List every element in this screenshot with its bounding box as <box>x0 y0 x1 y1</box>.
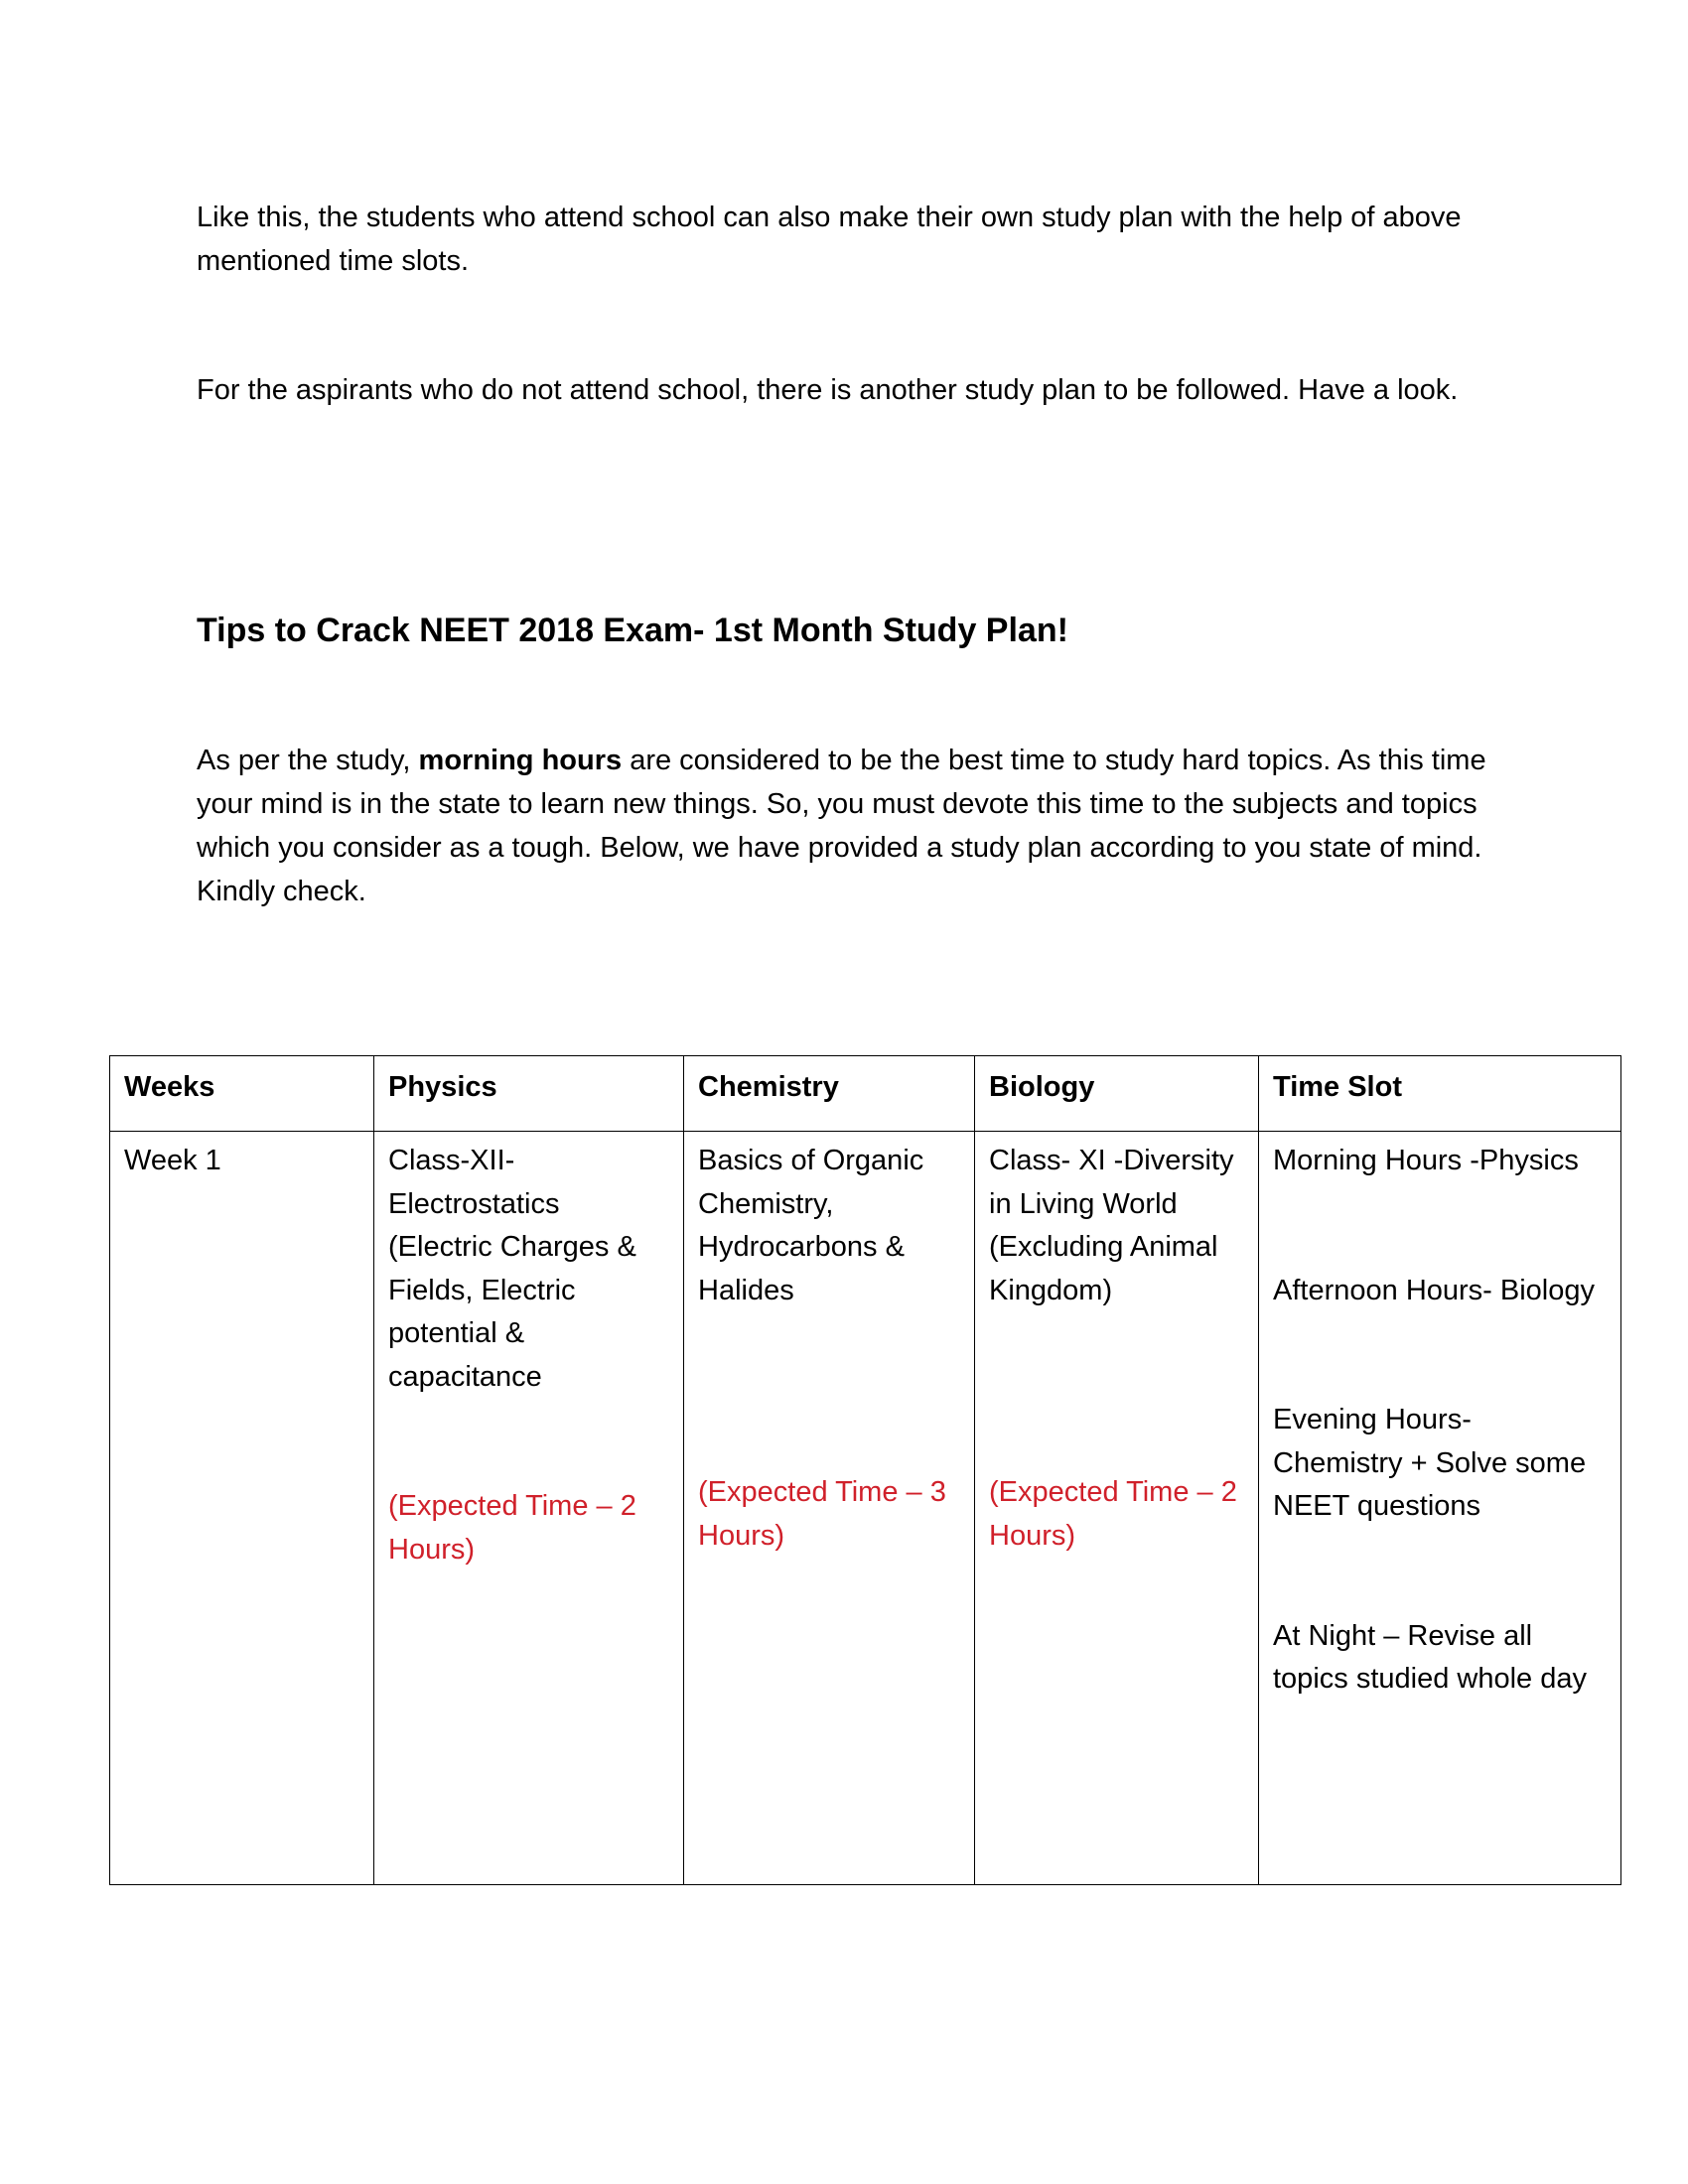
header-weeks: Weeks <box>110 1056 374 1132</box>
physics-topic: Class-XII- Electrostatics (Electric Charges & Fields, Electric potential & capacitance <box>388 1145 636 1393</box>
advice-text-start: As per the study, <box>197 745 419 776</box>
section-heading: Tips to Crack NEET 2018 Exam- 1st Month Study Plan! <box>197 612 1068 649</box>
cell-chemistry <box>684 1132 975 1885</box>
time-slot-night: At Night – Revise all topics studied whole day <box>1273 1619 1587 1695</box>
time-slot-morning: Morning Hours -Physics <box>1273 1145 1579 1176</box>
advice-bold-phrase: morning hours <box>418 745 623 776</box>
header-time-slot: Time Slot <box>1259 1056 1621 1132</box>
header-biology: Biology <box>975 1056 1259 1132</box>
time-slot-evening: Evening Hours- Chemistry + Solve some NEET questions <box>1273 1404 1587 1522</box>
cell-biology <box>975 1132 1259 1885</box>
biology-expected-time: (Expected Time – 2 Hours) <box>989 1476 1237 1552</box>
advice-paragraph <box>197 739 1487 913</box>
cell-week: Week 1 <box>110 1132 374 1885</box>
header-chemistry: Chemistry <box>684 1056 975 1132</box>
time-slot-afternoon: Afternoon Hours- Biology <box>1273 1274 1595 1306</box>
intro-paragraph-1: Like this, the students who attend school can also make their own study plan with the help of above mentioned time slots. <box>197 202 1462 277</box>
cell-physics <box>374 1132 684 1885</box>
physics-expected-time: (Expected Time – 2 Hours) <box>388 1490 636 1566</box>
chemistry-expected-time: (Expected Time – 3 Hours) <box>698 1476 946 1552</box>
table-row <box>110 1132 1621 1885</box>
study-plan-table <box>109 1055 1621 1885</box>
advice-text-end: are considered to be the best time to study hard topics. As this time your mind is in the state to learn new things. So, you must devote this time to the subjects and topics which you consider as a tough. Below, we have provided a study plan according to you state of mind. Kindly check. <box>197 745 1486 907</box>
biology-topic: Class- XI -Diversity in Living World (Excluding Animal Kingdom) <box>989 1145 1234 1306</box>
table-header-row <box>110 1056 1621 1132</box>
header-physics: Physics <box>374 1056 684 1132</box>
intro-paragraph-2: For the aspirants who do not attend school, there is another study plan to be followed. Have a look. <box>197 374 1459 406</box>
cell-time-slot <box>1259 1132 1621 1885</box>
chemistry-topic: Basics of Organic Chemistry, Hydrocarbons & Halides <box>698 1145 924 1306</box>
